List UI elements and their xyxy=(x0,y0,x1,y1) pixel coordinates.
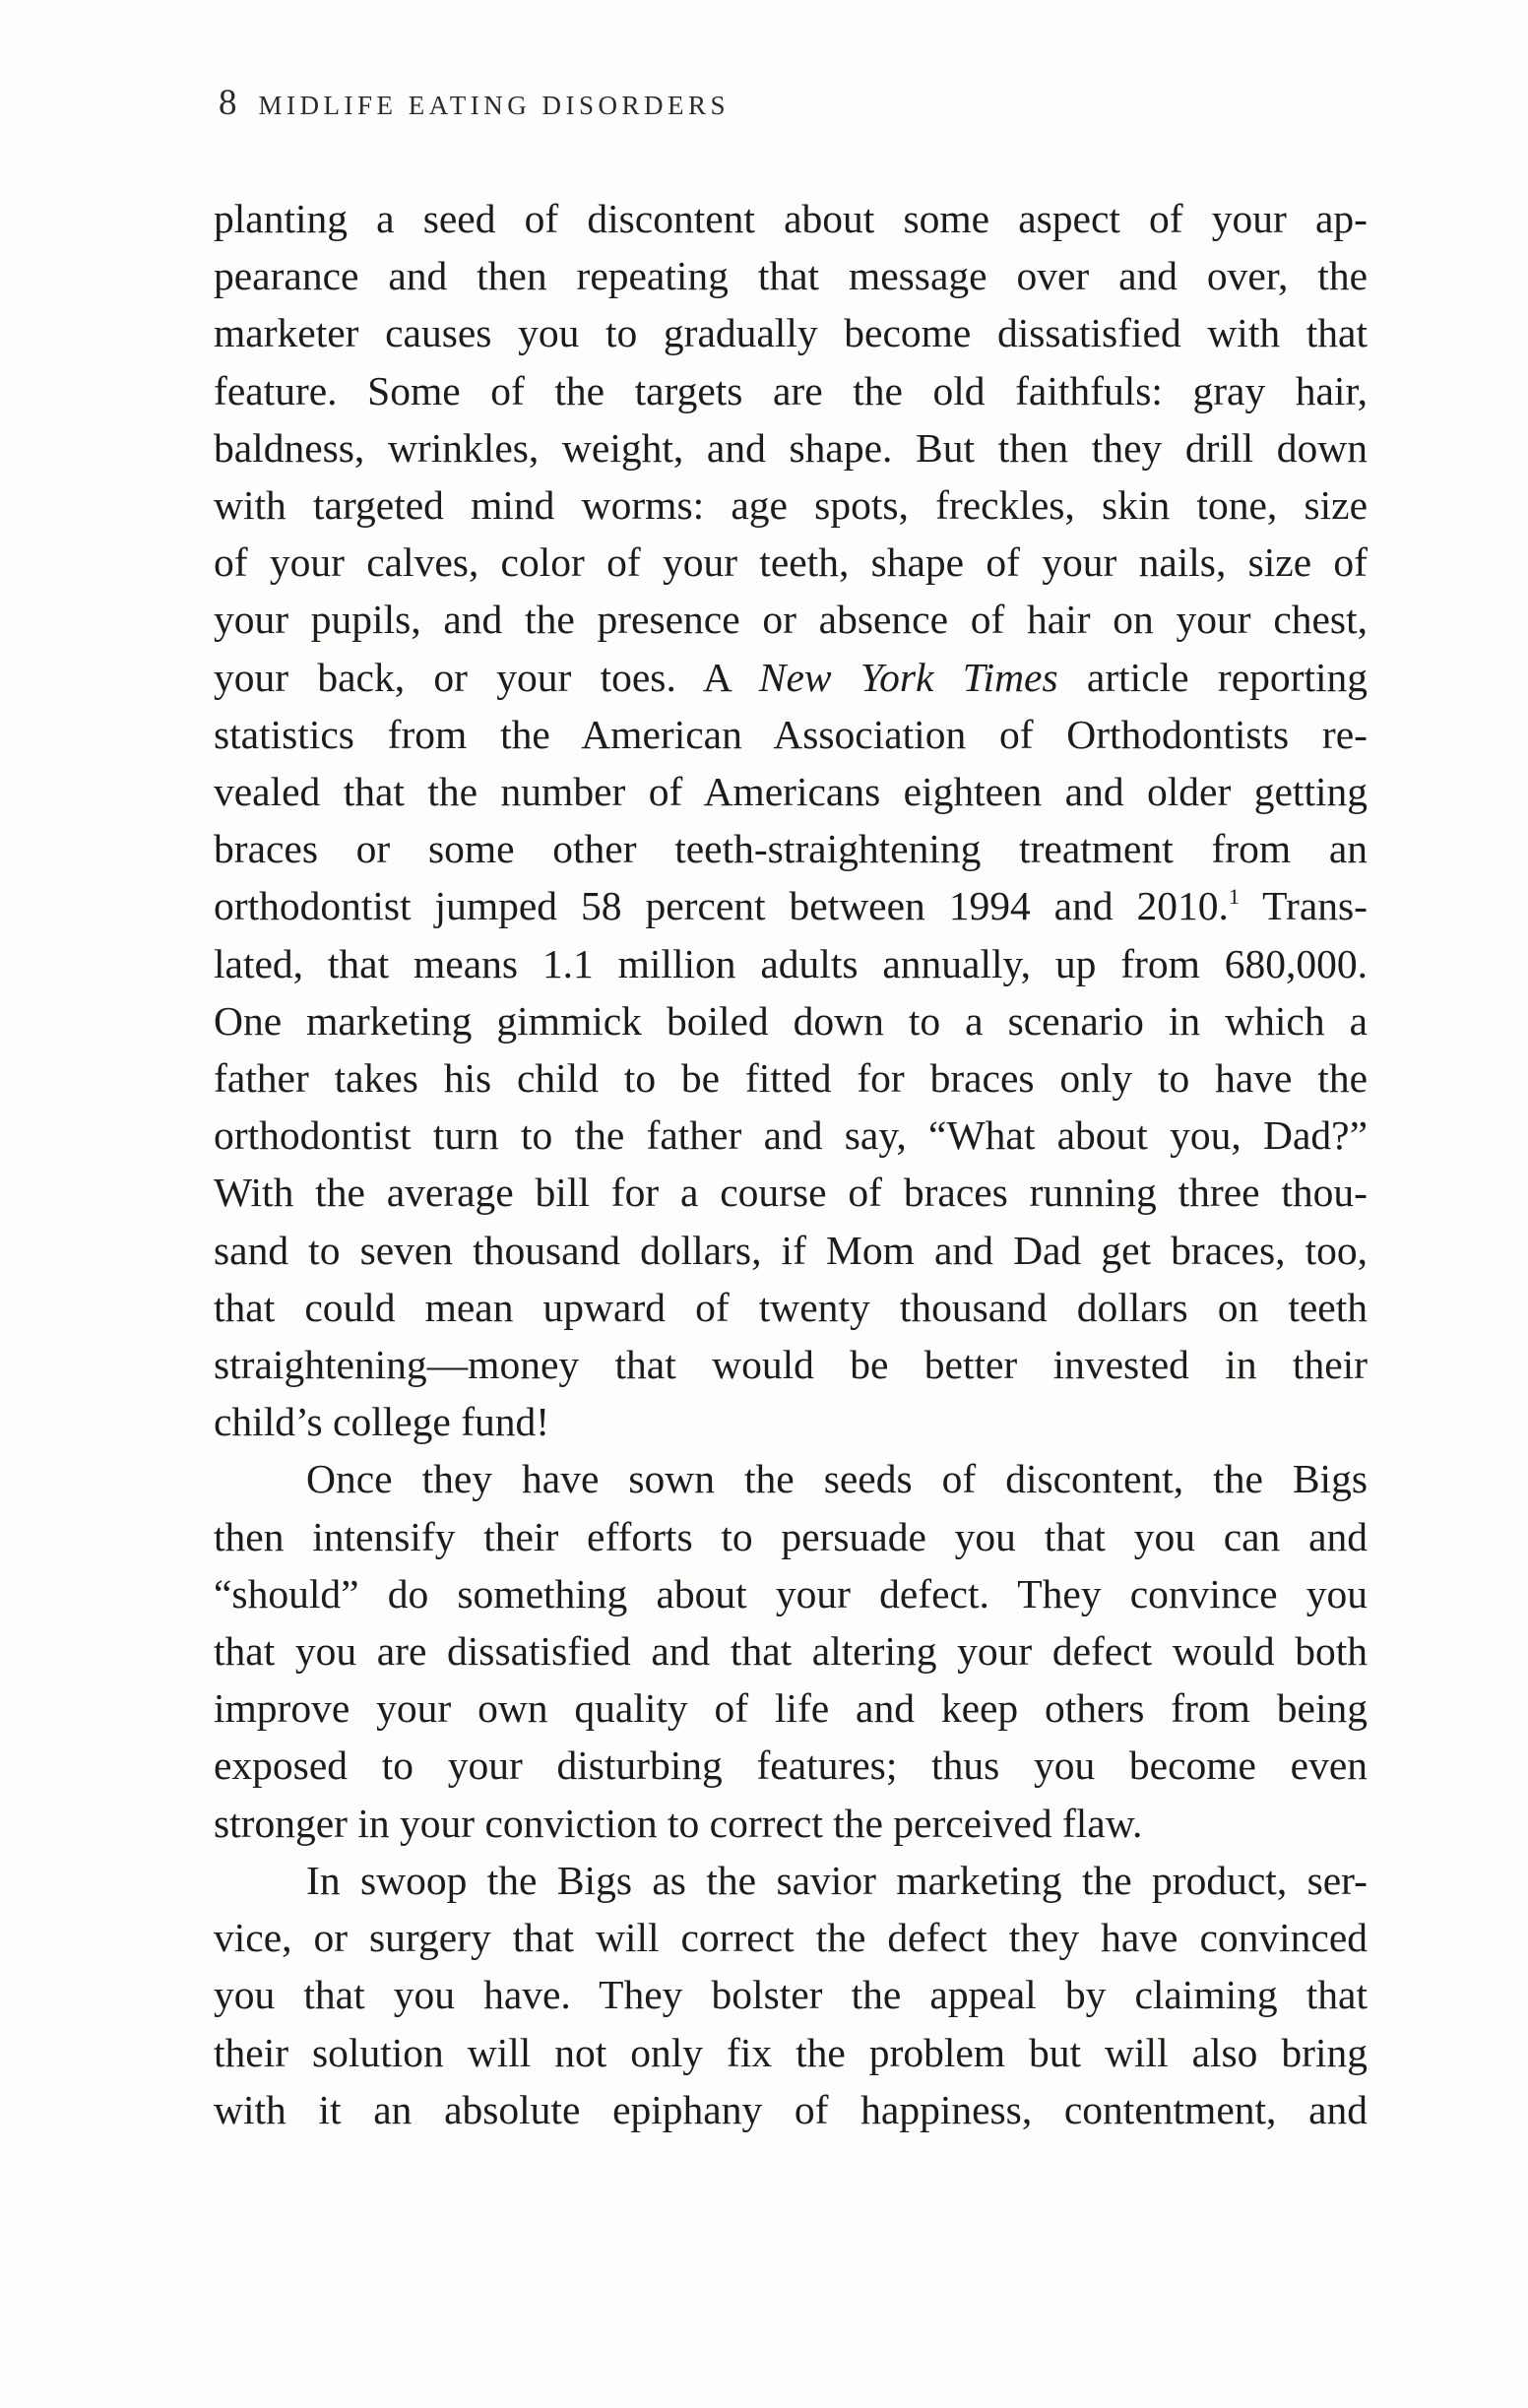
page-number: 8 xyxy=(219,83,237,123)
text-line: you that you have. They bolster the appeal by claiming that xyxy=(214,1972,1368,2018)
text-run: Trans- xyxy=(1239,883,1368,929)
running-head-title: MIDLIFE EATING DISORDERS xyxy=(258,91,730,120)
text-line: straightening—money that would be better invested in their xyxy=(214,1342,1368,1388)
running-head xyxy=(219,79,1380,130)
text-line: that you are dissatisfied and that altering your defect would both xyxy=(214,1628,1368,1675)
text-line: sand to seven thousand dollars, if Mom and Dad get braces, too, xyxy=(214,1227,1368,1273)
text-line: statistics from the American Association of Orthodontists re- xyxy=(214,711,1368,757)
text-run: your back, or your toes. A xyxy=(214,654,759,700)
text-line: In swoop the Bigs as the savior marketing the product, ser- xyxy=(306,1857,1368,1903)
paragraph-3 xyxy=(214,1852,1368,2138)
paragraph-2 xyxy=(214,1450,1368,1851)
text-line: One marketing gimmick boiled down to a scenario in which a xyxy=(214,997,1368,1044)
text-line xyxy=(214,877,1368,934)
text-line: Once they have sown the seeds of discontent, the Bigs xyxy=(306,1456,1368,1502)
text-line: then intensify their efforts to persuade you that you can and xyxy=(214,1513,1368,1559)
text-line: that could mean upward of twenty thousand dollars on teeth xyxy=(214,1284,1368,1330)
text-line: their solution will not only fix the problem but will also bring xyxy=(214,2029,1368,2075)
text-line: orthodontist turn to the father and say, “What about you, Dad?” xyxy=(214,1112,1368,1159)
text-line: vice, or surgery that will correct the defect they have convinced xyxy=(214,1915,1368,1961)
footnote-ref: 1 xyxy=(1228,884,1240,910)
newspaper-title: New York Times xyxy=(758,654,1058,700)
text-line: baldness, wrinkles, weight, and shape. But then they drill down xyxy=(214,424,1368,471)
text-line: of your calves, color of your teeth, shape of your nails, size of xyxy=(214,539,1368,586)
text-line: braces or some other teeth-straightening treatment from an xyxy=(214,826,1368,872)
text-run: article reporting xyxy=(1057,654,1368,700)
text-line: with targeted mind worms: age spots, freckles, skin tone, size xyxy=(214,482,1368,529)
text-line: With the average bill for a course of braces running three thou- xyxy=(214,1170,1368,1216)
text-line: lated, that means 1.1 million adults annually, up from 680,000. xyxy=(214,940,1368,986)
paragraph-1 xyxy=(214,190,1368,1450)
text-line: father takes his child to be fitted for braces only to have the xyxy=(214,1055,1368,1102)
text-line: exposed to your disturbing features; thus you become even xyxy=(214,1743,1368,1789)
text-line: with it an absolute epiphany of happiness, contentment, and xyxy=(214,2086,1368,2132)
text-line: feature. Some of the targets are the old faithfuls: gray hair, xyxy=(214,367,1368,413)
text-line: stronger in your conviction to correct the perceived flaw. xyxy=(214,1800,1143,1846)
text-line: planting a seed of discontent about some aspect of your ap- xyxy=(214,196,1368,241)
text-line: improve your own quality of life and keep others from being xyxy=(214,1685,1368,1732)
text-line: marketer causes you to gradually become dissatisfied with that xyxy=(214,310,1368,356)
text-line: pearance and then repeating that message over and over, the xyxy=(214,253,1368,299)
text-run: orthodontist jumped 58 percent between 1994 and 2010. xyxy=(214,883,1229,929)
text-line: your pupils, and the presence or absence of hair on your chest, xyxy=(214,597,1368,643)
body-text xyxy=(214,190,1368,2138)
text-line: “should” do something about your defect. They convince you xyxy=(214,1570,1368,1616)
text-line: child’s college fund! xyxy=(214,1399,550,1445)
text-line xyxy=(214,649,1368,706)
text-line: vealed that the number of Americans eighteen and older getting xyxy=(214,769,1368,815)
